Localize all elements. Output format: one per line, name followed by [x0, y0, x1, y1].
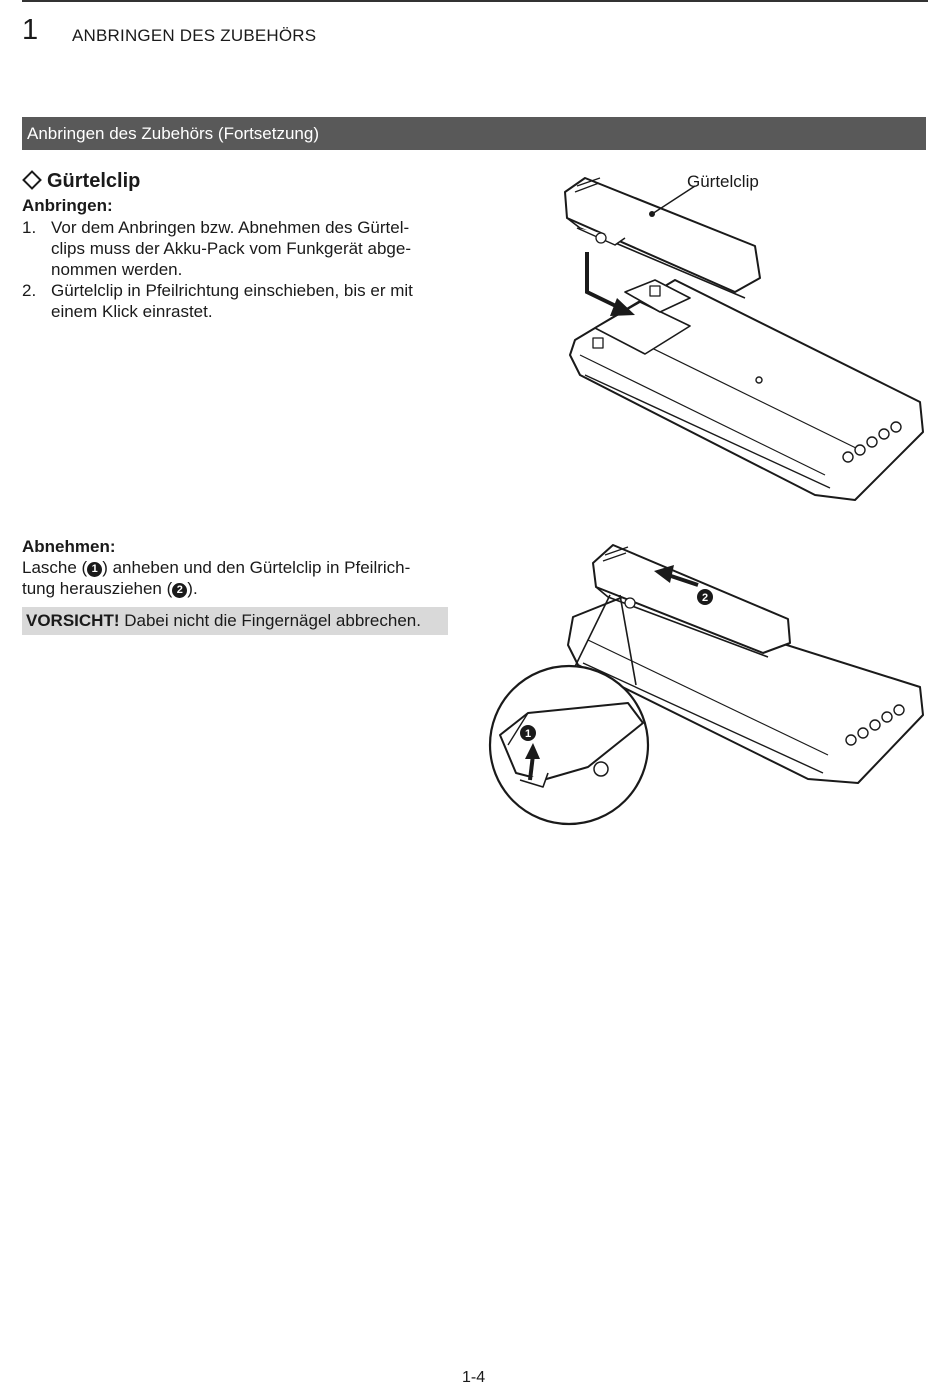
- attach-figure: [555, 170, 935, 510]
- subsection-title: Gürtelclip: [47, 170, 141, 192]
- diamond-icon: [22, 170, 42, 190]
- section-title: Anbringen des Zubehörs (Fortsetzung): [27, 124, 319, 143]
- figure-marker-2-label: 2: [701, 592, 709, 604]
- page-number: 1-4: [462, 1369, 486, 1386]
- step-text: Gürtelclip in Pfeilrichtung einschieben, bis er mit einem Klick einrastet.: [51, 281, 413, 321]
- chapter-title: ANBRINGEN DES ZUBEHÖRS: [72, 26, 317, 45]
- detach-instruction: [22, 557, 442, 599]
- detach-text-part: ).: [187, 579, 198, 598]
- detach-heading: Abnehmen:: [22, 537, 116, 556]
- caution-label: VORSICHT!: [26, 611, 120, 630]
- detach-text-part: ) anheben und den Gürtelclip in Pfeilrich-tung herausziehen (: [22, 558, 411, 598]
- step-text: Vor dem Anbringen bzw. Abnehmen des Gürtel-clips muss der Akku-Pack vom Funkgerät abge-nommen werden.: [51, 218, 411, 279]
- marker-1: 1: [87, 562, 102, 577]
- figure-marker-1-label: 1: [524, 728, 532, 740]
- section-title-bar: [22, 117, 926, 150]
- detach-text-part: Lasche (: [22, 558, 88, 577]
- step-number: 1.: [22, 218, 37, 237]
- top-rule: [22, 0, 928, 2]
- list-item: [22, 280, 442, 322]
- attach-heading: Anbringen:: [22, 196, 113, 215]
- step-number: 2.: [22, 281, 37, 300]
- subsection-heading: [22, 170, 140, 193]
- figure-label-belt-clip: Gürtelclip: [687, 172, 759, 191]
- caution-note: [22, 607, 448, 635]
- list-item: [22, 217, 442, 280]
- marker-2: 2: [172, 583, 187, 598]
- detach-figure: [488, 535, 938, 830]
- attach-steps: [22, 217, 442, 322]
- caution-text: Dabei nicht die Fingernägel abbrechen.: [119, 611, 421, 630]
- chapter-number: 1: [22, 14, 39, 46]
